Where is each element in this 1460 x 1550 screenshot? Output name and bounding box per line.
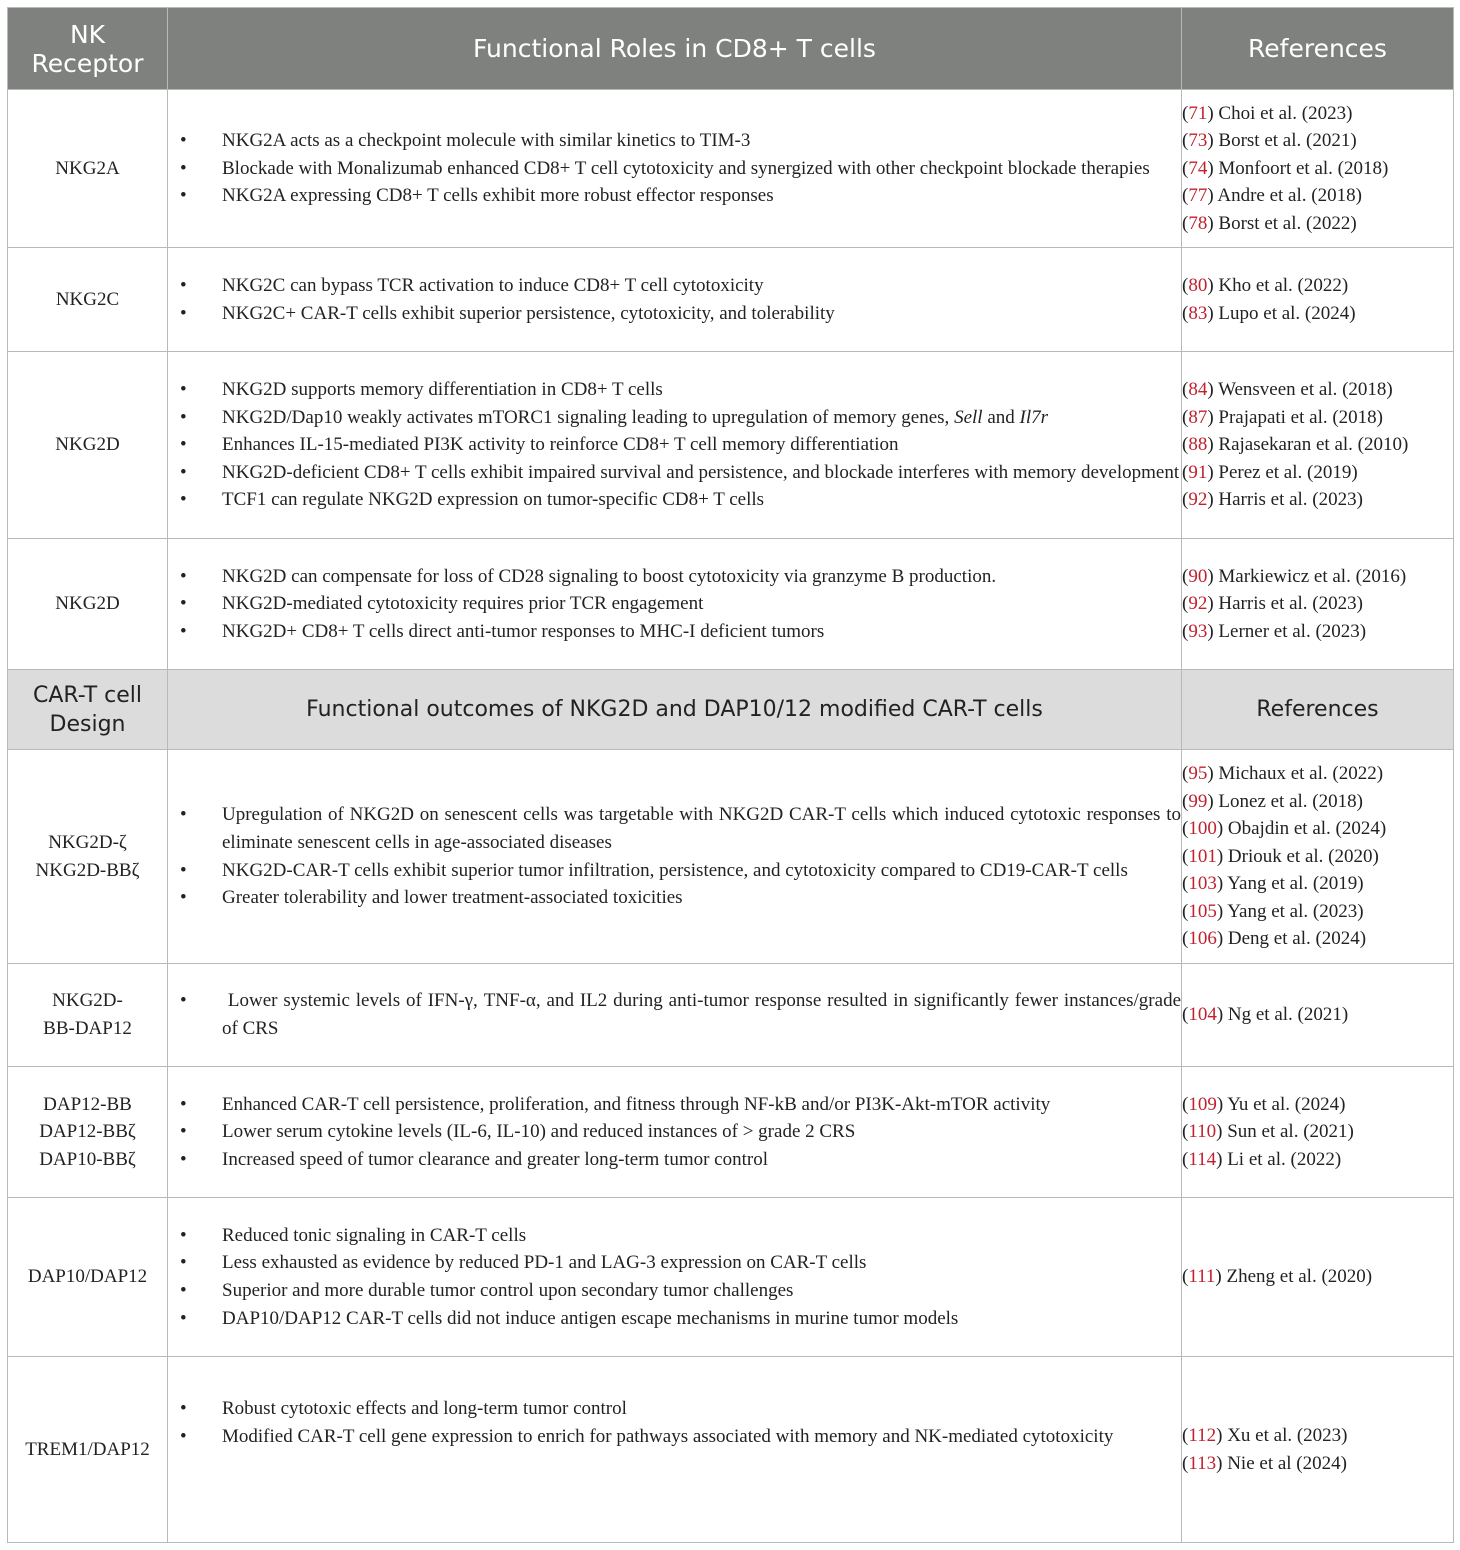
reference-item: (103) Yang et al. (2019) [1182, 873, 1364, 895]
table-row [8, 1357, 1454, 1543]
section-header-row [8, 670, 1454, 750]
references-cell [1182, 750, 1454, 964]
reference-link[interactable]: 71 [1188, 102, 1208, 124]
bullet-item: • NKG2D supports memory differentiation in CD8+ T cells [180, 379, 663, 401]
table-row [8, 248, 1454, 352]
reference-item: (99) Lonez et al. (2018) [1182, 790, 1363, 812]
bullet-item: • NKG2D+ CD8+ T cells direct anti-tumor responses to MHC-I deficient tumors [180, 620, 825, 642]
reference-item: (92) Harris et al. (2023) [1182, 489, 1363, 511]
receptor-cell: NKG2D [8, 539, 168, 670]
table-row [8, 964, 1454, 1067]
reference-item: (84) Wensveen et al. (2018) [1182, 379, 1393, 401]
reference-item: (106) Deng et al. (2024) [1182, 928, 1367, 950]
receptor-cell: NKG2A [8, 90, 168, 248]
header-row [8, 8, 1454, 90]
functions-cell [168, 1198, 1182, 1357]
reference-link[interactable]: 91 [1188, 461, 1208, 483]
reference-link[interactable]: 95 [1188, 762, 1208, 784]
design-cell: DAP12-BB DAP12-BBζ DAP10-BBζ [8, 1067, 168, 1198]
bullet-item: • Less exhausted as evidence by reduced PD-1 and LAG-3 expression on CAR-T cells [180, 1252, 867, 1274]
reference-link[interactable]: 112 [1188, 1424, 1217, 1446]
header-functional-roles: Functional Roles in CD8+ T cells [168, 8, 1182, 90]
reference-item: (109) Yu et al. (2024) [1182, 1093, 1346, 1115]
reference-link[interactable]: 83 [1188, 302, 1208, 324]
reference-link[interactable]: 109 [1188, 1093, 1217, 1115]
reference-link[interactable]: 92 [1188, 489, 1208, 511]
reference-link[interactable]: 113 [1188, 1452, 1217, 1474]
functions-cell [168, 1357, 1182, 1543]
reference-link[interactable]: 111 [1188, 1266, 1216, 1288]
references-cell [1182, 1067, 1454, 1198]
reference-item: (78) Borst et al. (2022) [1182, 212, 1357, 234]
receptor-cell: NKG2C [8, 248, 168, 352]
references-cell [1182, 1357, 1454, 1543]
bullet-item: • Enhanced CAR-T cell persistence, proliferation, and fitness through NF-kB and/or PI3K-Akt-mTOR activity [180, 1093, 1051, 1115]
reference-item: (112) Xu et al. (2023) [1182, 1424, 1348, 1446]
functions-cell [168, 750, 1182, 964]
reference-link[interactable]: 77 [1188, 185, 1208, 207]
reference-item: (110) Sun et al. (2021) [1182, 1121, 1354, 1143]
receptor-cell: NKG2D [8, 352, 168, 539]
design-cell: NKG2D- BB-DAP12 [8, 964, 168, 1067]
reference-item: (101) Driouk et al. (2020) [1182, 845, 1379, 867]
design-cell: TREM1/DAP12 [8, 1357, 168, 1543]
design-cell: DAP10/DAP12 [8, 1198, 168, 1357]
references-cell [1182, 964, 1454, 1067]
reference-item: (105) Yang et al. (2023) [1182, 900, 1364, 922]
functions-cell [168, 539, 1182, 670]
reference-item: (114) Li et al. (2022) [1182, 1148, 1342, 1170]
bullet-item: • NKG2D/Dap10 weakly activates mTORC1 signaling leading to upregulation of memory genes, Sell and Il7r [180, 406, 1048, 428]
reference-item: (77) Andre et al. (2018) [1182, 185, 1362, 207]
reference-link[interactable]: 87 [1188, 406, 1208, 428]
table-row [8, 750, 1454, 964]
gene-name: Sell [954, 406, 983, 428]
data-table [7, 7, 1454, 1543]
reference-link[interactable]: 88 [1188, 434, 1208, 456]
reference-link[interactable]: 92 [1188, 593, 1208, 615]
reference-link[interactable]: 74 [1188, 157, 1208, 179]
reference-item: (73) Borst et al. (2021) [1182, 130, 1357, 152]
reference-link[interactable]: 84 [1188, 379, 1208, 401]
header-car-t-design: CAR-T cell Design [8, 670, 168, 750]
reference-item: (104) Ng et al. (2021) [1182, 1004, 1349, 1026]
references-cell [1182, 539, 1454, 670]
gene-name: Il7r [1019, 406, 1048, 428]
table-row [8, 90, 1454, 248]
reference-link[interactable]: 73 [1188, 130, 1208, 152]
references-cell [1182, 90, 1454, 248]
bullet-item: • Lower systemic levels of IFN-γ, TNF-α, and IL2 during anti-tumor response resulted in significantly fewer instances/grade of CRS [180, 990, 1186, 1039]
references-cell [1182, 248, 1454, 352]
reference-item: (92) Harris et al. (2023) [1182, 593, 1363, 615]
reference-link[interactable]: 110 [1188, 1121, 1217, 1143]
bullet-item: • NKG2C can bypass TCR activation to induce CD8+ T cell cytotoxicity [180, 274, 764, 296]
bullet-item: • NKG2A acts as a checkpoint molecule with similar kinetics to TIM-3 [180, 130, 751, 152]
reference-item: (100) Obajdin et al. (2024) [1182, 818, 1387, 840]
table-row [8, 1067, 1454, 1198]
header-nk-receptor: NK Receptor [8, 8, 168, 90]
references-cell [1182, 352, 1454, 539]
reference-item: (87) Prajapati et al. (2018) [1182, 406, 1384, 428]
reference-item: (91) Perez et al. (2019) [1182, 461, 1358, 483]
reference-link[interactable]: 100 [1188, 818, 1217, 840]
table-row [8, 1198, 1454, 1357]
bullet-item: • Lower serum cytokine levels (IL-6, IL-10) and reduced instances of > grade 2 CRS [180, 1121, 856, 1143]
references-cell [1182, 1198, 1454, 1357]
bullet-item: • NKG2A expressing CD8+ T cells exhibit more robust effector responses [180, 185, 774, 207]
reference-link[interactable]: 101 [1188, 845, 1217, 867]
reference-link[interactable]: 104 [1188, 1004, 1217, 1026]
table-row [8, 539, 1454, 670]
reference-item: (88) Rajasekaran et al. (2010) [1182, 434, 1409, 456]
design-cell: NKG2D-ζ NKG2D-BBζ [8, 750, 168, 964]
bullet-item: • Reduced tonic signaling in CAR-T cells [180, 1224, 527, 1246]
bullet-item: • Modified CAR-T cell gene expression to enrich for pathways associated with memory and NK-mediated cytotoxicity [180, 1425, 1114, 1447]
bullet-item: • NKG2D-CAR-T cells exhibit superior tumor infiltration, persistence, and cytotoxicity compared to CD19-CAR-T cells [180, 859, 1128, 881]
reference-link[interactable]: 105 [1188, 900, 1217, 922]
functions-cell [168, 248, 1182, 352]
reference-link[interactable]: 106 [1188, 928, 1217, 950]
reference-item: (95) Michaux et al. (2022) [1182, 762, 1384, 784]
header-references: References [1182, 670, 1454, 750]
bullet-item: • Superior and more durable tumor control upon secondary tumor challenges [180, 1280, 794, 1301]
header-functional-outcomes: Functional outcomes of NKG2D and DAP10/12 modified CAR-T cells [168, 670, 1182, 750]
functions-cell [168, 352, 1182, 539]
bullet-item: • TCF1 can regulate NKG2D expression on tumor-specific CD8+ T cells [180, 489, 765, 511]
reference-link[interactable]: 90 [1188, 565, 1208, 587]
bullet-item: • Blockade with Monalizumab enhanced CD8+ T cell cytotoxicity and synergized with other checkpoint blockade therapies [180, 157, 1150, 179]
reference-item: (90) Markiewicz et al. (2016) [1182, 565, 1407, 587]
reference-item: (83) Lupo et al. (2024) [1182, 302, 1356, 324]
bullet-item: • Increased speed of tumor clearance and greater long-term tumor control [180, 1148, 768, 1170]
bullet-item: • NKG2D-mediated cytotoxicity requires prior TCR engagement [180, 593, 704, 615]
table-row [8, 352, 1454, 539]
bullet-item: • Robust cytotoxic effects and long-term tumor control [180, 1398, 627, 1419]
reference-link[interactable]: 78 [1188, 212, 1208, 234]
functions-cell [168, 1067, 1182, 1198]
reference-item: (111) Zheng et al. (2020) [1182, 1266, 1373, 1288]
reference-item: (71) Choi et al. (2023) [1182, 102, 1353, 124]
reference-item: (74) Monfoort et al. (2018) [1182, 157, 1389, 179]
bullet-item: • Upregulation of NKG2D on senescent cells was targetable with NKG2D CAR-T cells which induced cytotoxic responses to eliminate senescent cells in age-associated diseases [180, 804, 1181, 853]
functions-cell [168, 964, 1186, 1067]
reference-link[interactable]: 103 [1188, 873, 1217, 895]
reference-item: (113) Nie et al (2024) [1182, 1452, 1347, 1474]
reference-link[interactable]: 99 [1188, 790, 1208, 812]
bullet-item: • Greater tolerability and lower treatment-associated toxicities [180, 887, 683, 909]
bullet-item: • NKG2D can compensate for loss of CD28 signaling to boost cytotoxicity via granzyme B production. [180, 565, 997, 587]
bullet-item: • NKG2D-deficient CD8+ T cells exhibit impaired survival and persistence, and blockade interferes with memory development [180, 461, 1180, 483]
reference-link[interactable]: 114 [1188, 1148, 1217, 1170]
reference-item: (93) Lerner et al. (2023) [1182, 620, 1367, 642]
reference-item: (80) Kho et al. (2022) [1182, 274, 1349, 296]
reference-link[interactable]: 80 [1188, 274, 1208, 296]
bullet-item: • DAP10/DAP12 CAR-T cells did not induce antigen escape mechanisms in murine tumor models [180, 1307, 959, 1329]
bullet-item: • Enhances IL-15-mediated PI3K activity to reinforce CD8+ T cell memory differentiation [180, 434, 899, 456]
reference-link[interactable]: 93 [1188, 620, 1208, 642]
bullet-item: • NKG2C+ CAR-T cells exhibit superior persistence, cytotoxicity, and tolerability [180, 302, 835, 324]
header-references: References [1182, 8, 1454, 90]
functions-cell [168, 90, 1182, 248]
